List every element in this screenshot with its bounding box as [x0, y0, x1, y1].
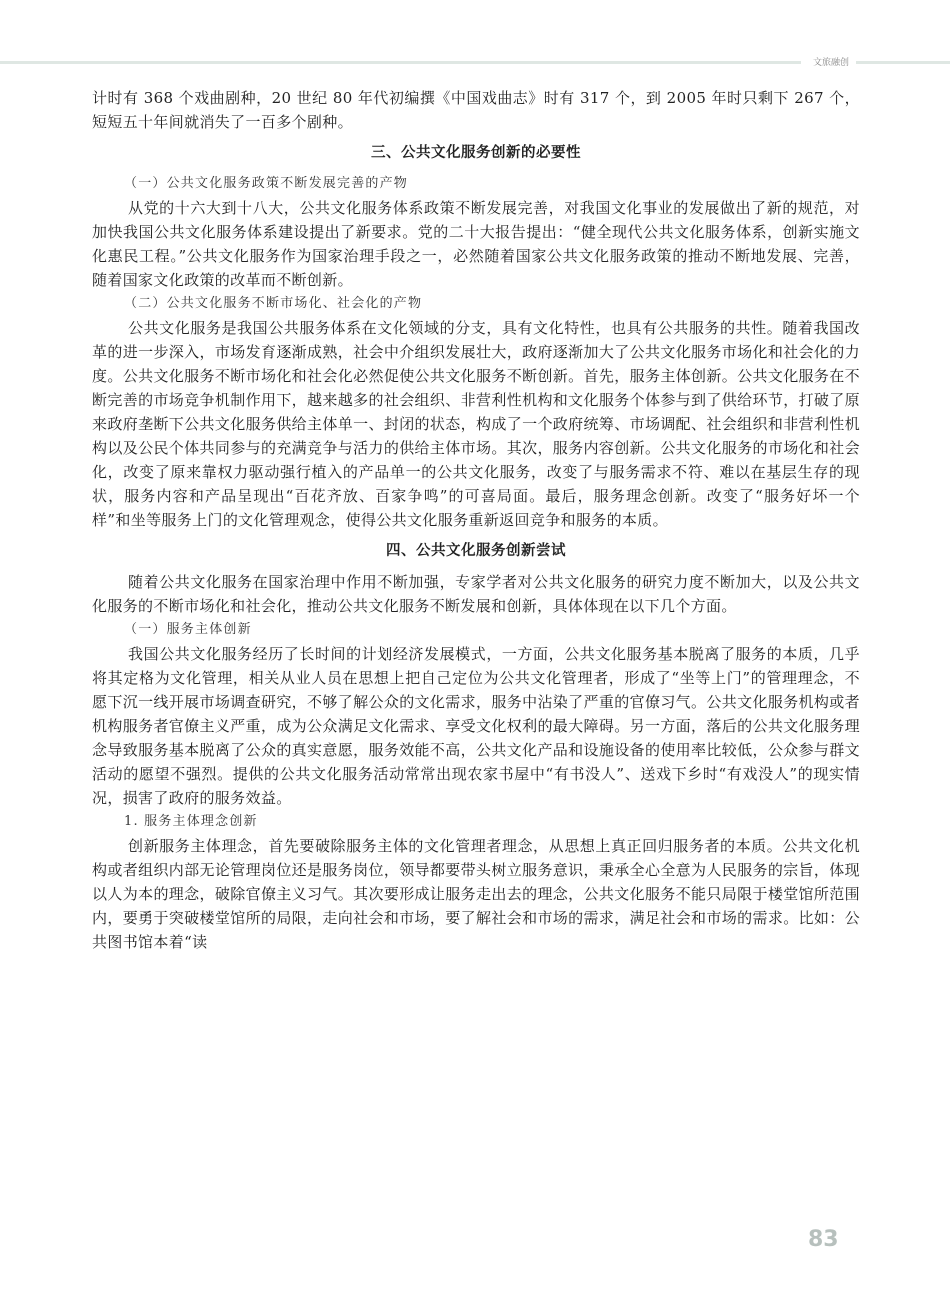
subheading-3-1: （一）公共文化服务政策不断发展完善的产物 [124, 176, 409, 191]
paragraph-subject: 我国公共文化服务经历了长时间的计划经济发展模式，一方面，公共文化服务基本脱离了服务的本质，几乎将其定格为文化管理，相关从业人员在思想上把自己定位为公共文化管理者，形成了“坐等上门”的管理理念，不愿下沉一线开展市场调查研究，不够了解公众的文化需求，服务中沾染了严重的官僚习气。公共文化服务机构或者机构服务者官僚主义严重，成为公众满足文化需求、享受文化权利的最大障碍。另一方面，落后的公共文化服务理念导致服务基本脱离了公众的真实意愿，服务效能不高，公共文化产品和设施设备的使用率比较低，公众参与群文活动的愿望不强烈。提供的公共文化服务活动常常出现农家书屋中“有书没人”、送戏下乡时“有戏没人”的现实情况，损害了政府的服务效益。 [92, 645, 860, 807]
page-number: 83 [808, 1227, 839, 1252]
section-heading-4: 四、公共文化服务创新尝试 [386, 543, 566, 559]
header-rule-right [856, 61, 950, 64]
subheading-3-2: （二）公共文化服务不断市场化、社会化的产物 [124, 296, 423, 311]
paragraph-concept: 创新服务主体理念，首先要破除服务主体的文化管理者理念，从思想上真正回归服务者的本质。公共文化机构或者组织内部无论管理岗位还是服务岗位，领导都要带头树立服务意识，秉承全心全意为人民服务的宗旨，体现以人为本的理念，破除官僚主义习气。其次要形成让服务走出去的理念，公共文化服务不能只局限于楼堂馆所范围内，要勇于突破楼堂馆所的局限，走向社会和市场，要了解社会和市场的需求，满足社会和市场的需求。比如：公共图书馆本着“读 [92, 837, 860, 951]
header-rule-left [0, 61, 801, 64]
paragraph-policy: 从党的十六大到十八大，公共文化服务体系政策不断发展完善，对我国文化事业的发展做出了新的规范，对加快我国公共文化服务体系建设提出了新要求。党的二十大报告提出：“健全现代公共文化服务体系，创新实施文化惠民工程。”公共文化服务作为国家治理手段之一，必然随着国家公共文化服务政策的推动不断地发展、完善，随着国家文化政策的改革而不断创新。 [92, 199, 860, 289]
subheading-4-1-1: 1. 服务主体理念创新 [124, 814, 258, 829]
paragraph-marketization: 公共文化服务是我国公共服务体系在文化领域的分支，具有文化特性，也具有公共服务的共性。随着我国改革的进一步深入，市场发育逐渐成熟，社会中介组织发展壮大，政府逐渐加大了公共文化服务市场化和社会化的力度。公共文化服务不断市场化和社会化必然促使公共文化服务不断创新。首先，服务主体创新。公共文化服务在不断完善的市场竞争机制作用下，越来越多的社会组织、非营利性机构和文化服务个体参与到了供给环节，打破了原来政府垄断下公共文化服务供给主体单一、封闭的状态，构成了一个政府统筹、市场调配、社会组织和非营利性机构以及公民个体共同参与的充满竞争与活力的供给主体市场。其次，服务内容创新。公共文化服务的市场化和社会化，改变了原来靠权力驱动强行植入的产品单一的公共文化服务，改变了与服务需求不符、难以在基层生存的现状，服务内容和产品呈现出“百花齐放、百家争鸣”的可喜局面。最后，服务理念创新。改变了“服务好坏一个样”和坐等服务上门的文化管理观念，使得公共文化服务重新返回竞争和服务的本质。 [92, 319, 860, 529]
article-body [92, 86, 860, 954]
section-heading-3: 三、公共文化服务创新的必要性 [371, 145, 581, 161]
subheading-4-1: （一）服务主体创新 [124, 622, 252, 637]
paragraph-intro-4: 随着公共文化服务在国家治理中作用不断加强，专家学者对公共文化服务的研究力度不断加大，以及公共文化服务的不断市场化和社会化，推动公共文化服务不断发展和创新，具体体现在以下几个方面。 [92, 573, 860, 615]
section-label: 文旅融创 [812, 58, 849, 68]
paragraph-continued: 计时有 368 个戏曲剧种，20 世纪 80 年代初编撰《中国戏曲志》时有 317 个，到 2005 年时只剩下 267 个，短短五十年间就消失了一百多个剧种。 [92, 89, 860, 131]
